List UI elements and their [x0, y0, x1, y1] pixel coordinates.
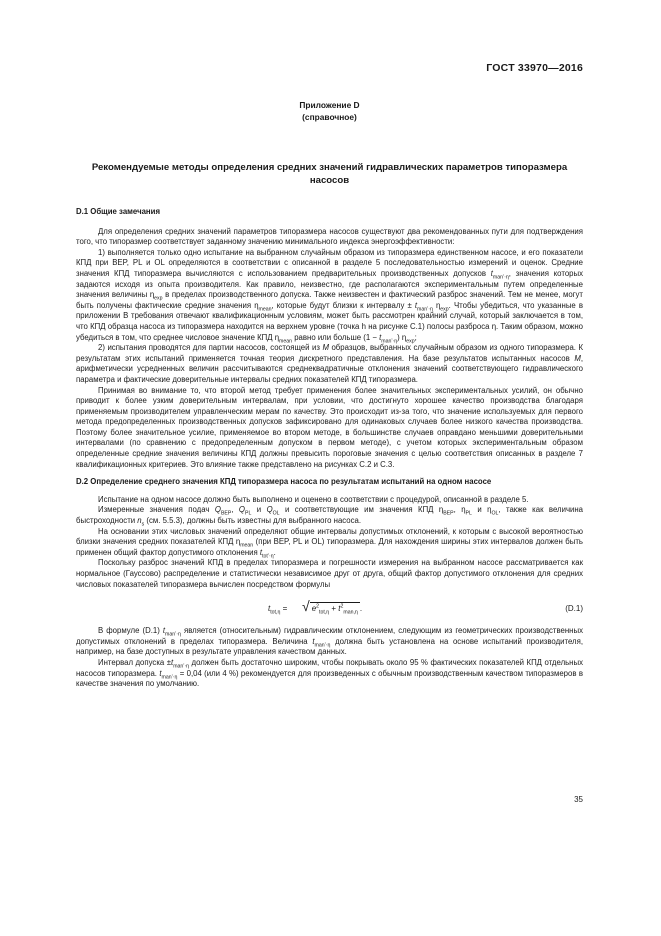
- standard-id: ГОСТ 33970—2016: [486, 62, 583, 74]
- paragraph: Для определения средних значений параметров типоразмера насосов существуют два рекомендованных пути для подтверждения того, что типоразмер соответствует заданному значению минимального индекса энергоэффективности:: [76, 226, 583, 247]
- section-heading-d1: D.1 Общие замечания: [76, 207, 160, 216]
- formula-number: (D.1): [565, 604, 583, 614]
- paragraph-default-value: Интервал допуска $\pm t_{man’\cdot\eta}$ должен быть достаточно широким, чтобы покрывать около 95 % фактических показателей КПД отдельных насосов типоразмера. $t_{man’\cdot\eta} = 0,04$ (или 4 %) рекомендуется для произведенных с обычным производственным качеством типоразмеров в качестве значения по умолчанию.: [76, 657, 583, 689]
- appendix-type: (справочное): [302, 111, 357, 122]
- paragraph: Поскольку разброс значений КПД в пределах типоразмера и погрешности измерения на выбранном насосе рассматривается как нормальное (Гауссово) распределение и статистически независимое друг от друга, общий фактор допустимого отклонения для средних числовых показателей типоразмера вычислен посредством формулы: [76, 558, 583, 589]
- paragraph-formula-explanation: В формуле (D.1) $t_{man’\cdot\eta}$ является (относительным) гидравлическим отклонением, следующим из геометрических производственных допустимых отклонений в пределах типоразмера. Величина $t_{man’\cdot\eta}$ должна быть установлена на основе испытаний производителя, например, на базе доступных в результате управления качеством данных.: [76, 626, 583, 657]
- paragraph-measured-values: Измеренные значения подач $Q_{BEP}$, $Q_{PL}$ и $Q_{OL}$ и соответствующие им значения КПД $\eta_{BEP}$, $\eta_{PL}$ и $\eta_{OL}$, также как величина быстроходности $n_s$ (см. 5.5.3), должны быть известны для выбранного насоса.: [76, 505, 584, 528]
- page-number: 35: [574, 795, 583, 804]
- paragraph: Испытание на одном насосе должно быть выполнено и оценено в соответствии с процедурой, описанной в разделе 5.: [98, 494, 529, 504]
- paragraph: Принимая во внимание то, что второй метод требует применения более значительных экспериментальных усилий, он обычно приводит к более узким доверительным интервалам, при условии, что достигнуто хорошее качество производства благодаря применяемым производителем управленческим мерам по качеству. Это происходит из-за того, что значение используемых для первого метода предопределенных производственных допусков зафиксировано для одинаковых случаев более низкого качества производства. Поэтому более значительное усилие, применяемое во втором методе, в большинстве случаев оправдано меньшими доверительными интервалами (по сравнению с предопределенным допуском в первом методе), с учетом которых экспериментальным образом определенные средние значения величины КПД должны превысить пороговые значения с целью соответствия описанных в разделе 7 квалификационных критериев. Это влияние также представлено на рисунках С.2 и С.3.: [76, 385, 583, 469]
- page-title: Рекомендуемые методы определения средних значений гидравлических параметров типоразмера насосов: [91, 162, 568, 186]
- formula-lhs: $t_{tot,\eta}$ =: [268, 604, 288, 616]
- formula-sqrt: √ $e^2_{tot,\eta} + t^2_{man,\eta}$ .: [302, 598, 363, 616]
- appendix-label: [76, 100, 583, 123]
- formula-d1: [76, 596, 583, 622]
- appendix-title: Приложение D: [299, 100, 360, 110]
- paragraph-tolerance: На основании этих числовых значений определяют общие интервалы допустимых отклонений, к которым с высокой вероятностью близки значения средних показателей КПД $\eta_{mean}$ (при BEP, PL и OL) типоразмера. Для нахождения ширины этих интервалов должен быть применен общий фактор допустимого отклонения $t_{tot’\cdot\eta}$.: [76, 526, 583, 560]
- section-heading-d2: D.2 Определение среднего значения КПД типоразмера насоса по результатам испытаний на одном насосе: [76, 477, 492, 487]
- paragraph-method-2: 2) испытания проводятся для партии насосов, состоящей из M образцов, выбранных случайным образом из одного типоразмера. К результатам этих испытаний применяется точная теория дискретного представления. На базе результатов испытанных насосов M, арифметически усредненных величин рассчитываются среднеквадратичные отклонения значений соответствующего гидравлического параметра и фактические доверительные интервалы средних показателей КПД типоразмера.: [76, 343, 583, 384]
- paragraph-method-1: 1) выполняется только одно испытание на выбранном случайным образом из типоразмера единственном насосе, и его показатели КПД при BEP, PL и OL определяются в соответствии с описанной в разделе 5 последовательностью измерений и оценок. Средние значения КПД типоразмера вычисляются с использованием предварительных производственных допусков $t_{man’\cdot\eta}$, значения которых задаются исходя из опыта производителя. Как правило, неизвестно, где располагаются экспериментальным путем определенные значения величины $\eta_{exp}$ в пределах производственного допуска. Также неизвестен и фактический разброс значений. Тем не менее, могут быть получены фактические средние значения $\eta_{mean}$, которые будут близки к интервалу ± $t_{man’\cdot\eta}$ $\eta_{exp}$. Чтобы убедиться, что указанные в приложении В требования отвечают квалификационным условиям, может быть рассмотрен крайний случай, который заключается в том, что КПД образца насоса из типоразмера находится на верхнем уровне (точка h на рисунке С.1) полосы разброса η. Таким образом, можно убедиться в том, что среднее числовое значение КПД $\eta_{mean}$ равно или больше $(1 - t_{man’\cdot\eta})$ $\eta_{exp}$;: [76, 247, 583, 345]
